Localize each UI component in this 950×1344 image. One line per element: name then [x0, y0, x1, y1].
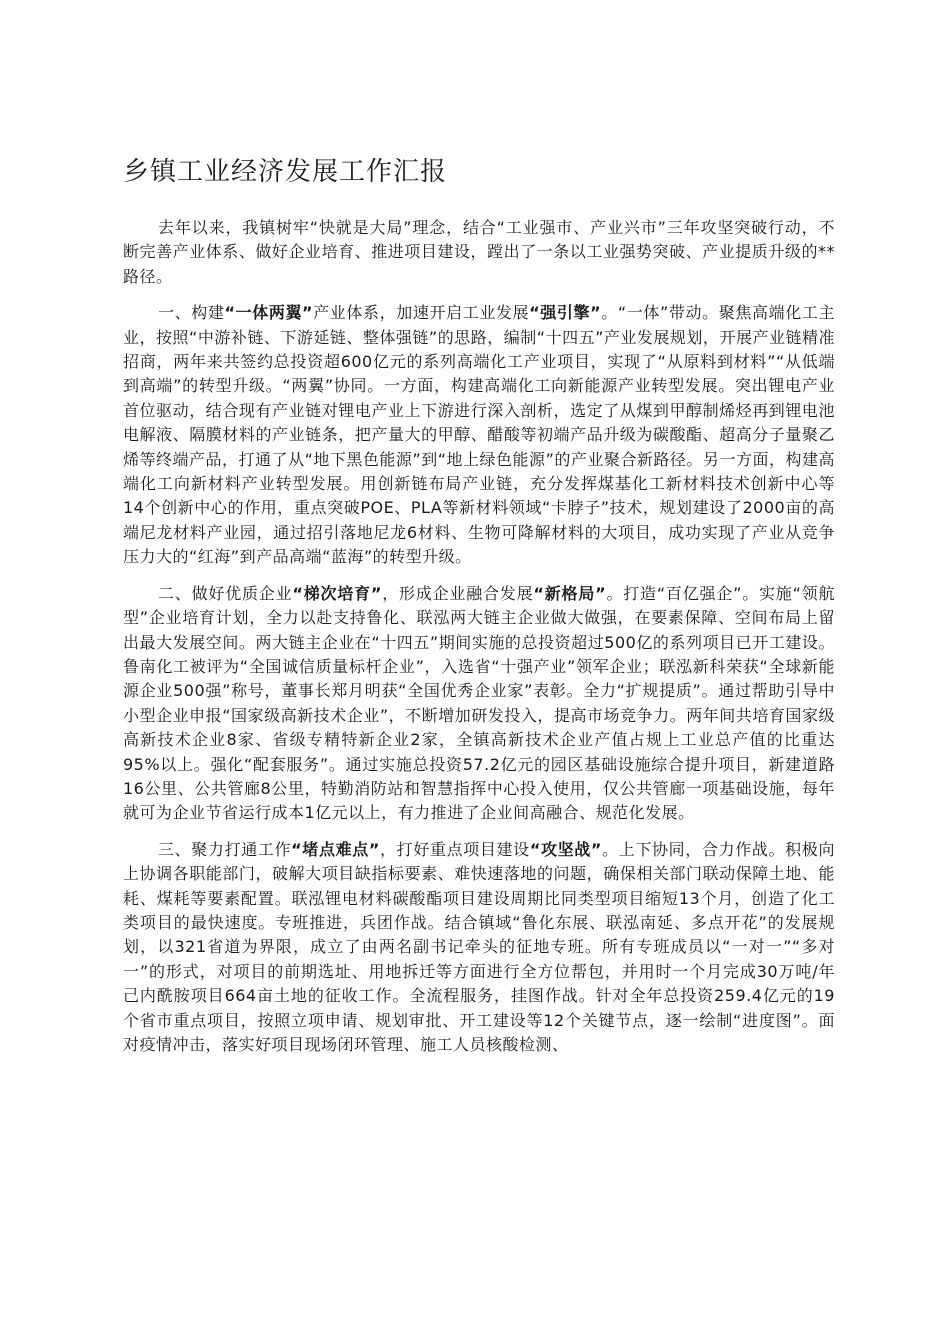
section-1-lead: 一、构建 [158, 303, 225, 323]
section-3-mid: ，打好重点项目建设 [379, 839, 530, 859]
section-3-keyword-2: “攻坚战” [529, 839, 602, 859]
section-1-body: “一体”带动。聚焦高端化工主业，按照“中游补链、下游延链、整体强链”的思路，编制“十四五”产业发展规划，开展产业链精准招商，两年来共签约总投资超600亿元的系列高端化工产业项目，实现了“从原料到材料”“从低端到高端”的转型升级。“两翼”协同。一方面，构建高端化工向新能源产业转型发展。突出锂电产业首位驱动，结合现有产业链对锂电产业上下游进行深入剖析，选定了从煤到甲醇制烯烃再到锂电池电解液、隔膜材料的产业链条，把产量大的甲醇、醋酸等初端产品升级为碳酸酯、超高分子量聚乙烯等终端产品，打通了从“地下黑色能源”到“地上绿色能源”的产业聚合新路径。另一方面，构建高端化工向新材料产业转型发展。用创新链布局产业链，充分发挥煤基化工新材料技术创新中心等14个创新中心的作用，重点突破POE、PLA等新材料领域“卡脖子”技术，规划建设了2000亩的高端尼龙材料产业园，通过招引落地尼龙6材料、生物可降解材料的大项目，成功实现了产业从竞争压力大的“红海”到产品高端“蓝海”的转型升级。 [123, 303, 835, 567]
section-2-end: 。 [606, 583, 624, 603]
intro-paragraph: 去年以来，我镇树牢“快就是大局”理念，结合“工业强市、产业兴市”三年攻坚突破行动，不断完善产业体系、做好企业培育、推进项目建设，蹚出了一条以工业强势突破、产业提质升级的**路径。 [123, 218, 835, 286]
section-1-keyword-2: “强引擎” [529, 303, 602, 323]
section-3-keyword-1: “堵点难点” [291, 839, 380, 859]
document-title: 乡镇工业经济发展工作汇报 [123, 157, 448, 187]
section-3-end: 。 [601, 839, 619, 859]
document-page [123, 152, 835, 1069]
section-3-body: 上下协同，合力作战。积极向上协调各职能部门，破解大项目缺指标要素、难快速落地的问题，确保相关部门联动保障土地、能耗、煤耗等要素配置。联泓锂电材料碳酸酯项目建设周期比同类型项目缩短13个月，创造了化工类项目的最快速度。专班推进，兵团作战。结合镇域“鲁化东展、联泓南延、多点开花”的发展规划，以321省道为界限，成立了由两名副书记牵头的征地专班。所有专班成员以“一对一”“多对一”的形式，对项目的前期选址、用地拆迁等方面进行全方位帮包，并用时一个月完成30万吨/年己内酰胺项目664亩土地的征收工作。全流程服务，挂图作战。针对全年总投资259.4亿元的19个省市重点项目，按照立项申请、规划审批、开工建设等12个关键节点，逐一绘制“进度图”。面对疫情冲击，落实好项目现场闭环管理、施工人员核酸检测、 [123, 839, 835, 1054]
section-1-end: 。 [601, 303, 618, 323]
section-2-keyword-1: “梯次培育” [292, 583, 382, 603]
section-3-lead: 三、聚力打通工作 [158, 839, 292, 859]
section-2-mid: ，形成企业融合发展 [381, 583, 534, 603]
section-1-keyword-1: “一体两翼” [224, 303, 314, 323]
section-1-mid: 产业体系，加速开启工业发展 [313, 303, 530, 323]
section-2-body: 打造“百亿强企”。实施“领航型”企业培育计划，全力以赴支持鲁化、联泓两大链主企业做大做强，在要素保障、空间布局上留出最大发展空间。两大链主企业在“十四五”期间实施的总投资超过500亿的系列项目已开工建设。鲁南化工被评为“全国诚信质量标杆企业”，入选省“十强产业”领军企业；联泓新科荣获“全球新能源企业500强”称号，董事长郑月明获“全国优秀企业家”表彰。全力“扩规提质”。通过帮助引导中小型企业申报“国家级高新技术企业”，不断增加研发投入，提高市场竞争力。两年间共培育国家级高新技术企业8家、省级专精特新企业2家，全镇高新技术企业产值占规上工业总产值的比重达95%以上。强化“配套服务”。通过实施总投资57.2亿元的园区基础设施综合提升项目，新建道路16公里、公共管廊8公里，特勤消防站和智慧指挥中心投入使用，仅公共管廊一项基础设施，每年就可为企业节省运行成本1亿元以上，有力推进了企业间高融合、规范化发展。 [123, 583, 835, 823]
section-3-paragraph [123, 838, 835, 1058]
section-2-keyword-2: “新格局” [533, 583, 607, 603]
section-2-paragraph [123, 582, 835, 826]
section-2-lead: 二、做好优质企业 [158, 583, 293, 603]
section-1-paragraph [123, 301, 835, 569]
